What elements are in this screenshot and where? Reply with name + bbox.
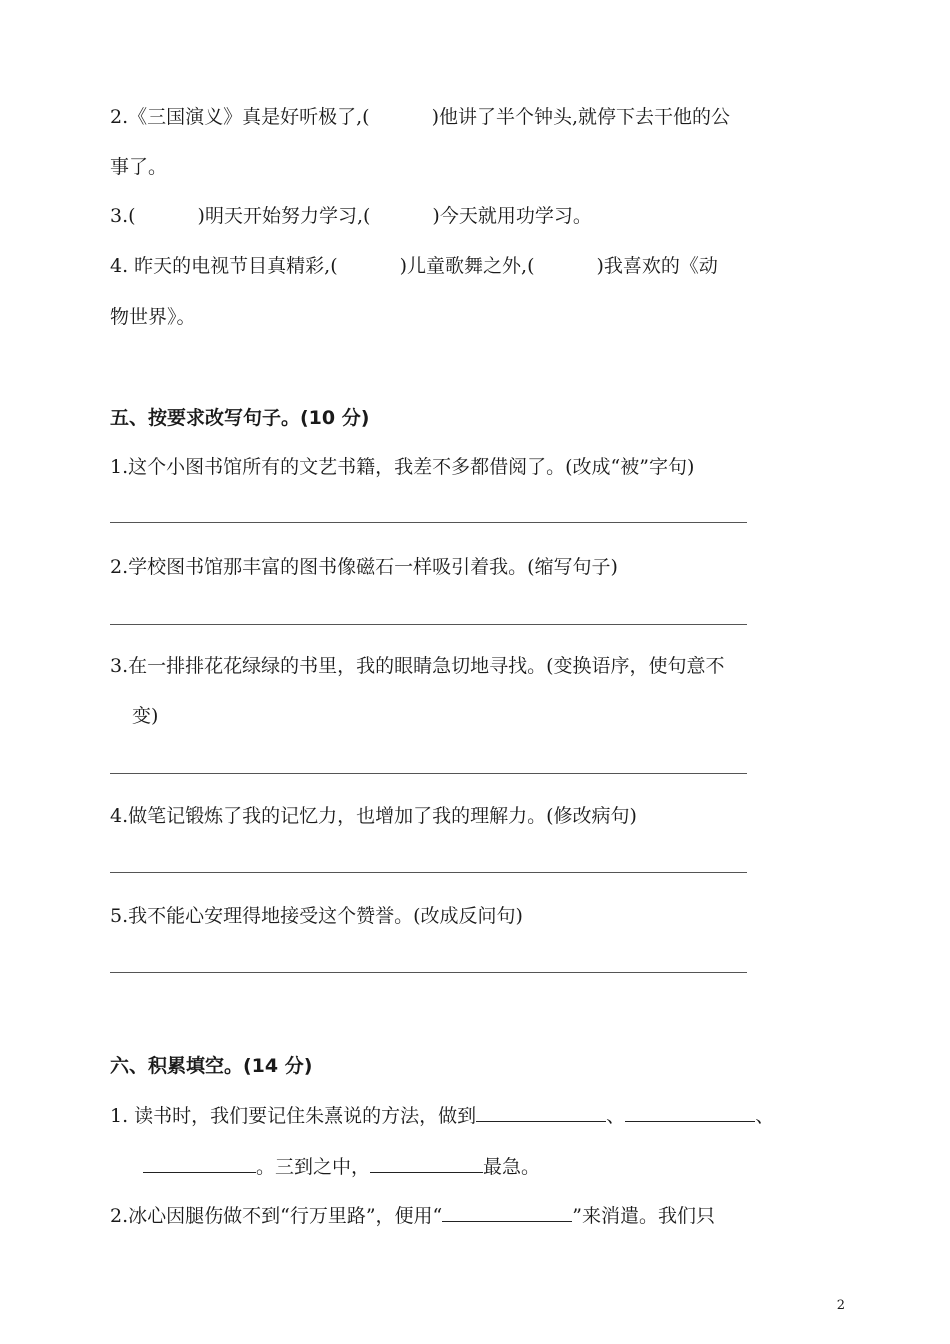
s6-q1-line2	[143, 1152, 540, 1181]
q4-2-line2: 事了。	[110, 156, 168, 178]
q4-3-text-c: )今天就用功学习。	[432, 205, 592, 227]
page-number: 2	[836, 1298, 845, 1313]
q4-2-line1	[110, 103, 730, 131]
q4-4-text-a: 4. 昨天的电视节目真精彩,(	[110, 255, 338, 277]
answer-line-3[interactable]	[110, 773, 747, 774]
fill-blank[interactable]	[476, 1101, 606, 1122]
answer-line-4[interactable]	[110, 872, 747, 873]
s6-q1-text-a: 1. 读书时，我们要记住朱熹说的方法，做到	[110, 1105, 477, 1127]
answer-line-2[interactable]	[110, 624, 747, 625]
s6-q1-line1	[110, 1101, 774, 1130]
s6-q2-line1	[110, 1201, 715, 1230]
s6-q1-text-e: 最急。	[483, 1156, 541, 1178]
q4-3-text-b: )明天开始努力学习,(	[197, 205, 371, 227]
answer-line-5[interactable]	[110, 972, 747, 973]
s5-item-4: 4.做笔记锻炼了我的记忆力，也增加了我的理解力。(修改病句)	[110, 805, 637, 827]
q4-2-text-a: 2.《三国演义》真是好听极了,(	[110, 106, 370, 128]
q4-4-line2: 物世界》。	[110, 306, 196, 328]
s5-item-1: 1.这个小图书馆所有的文艺书籍，我差不多都借阅了。(改成“被”字句)	[110, 456, 695, 478]
section6-title: 六、积累填空。(14 分)	[110, 1055, 313, 1077]
s5-item-5: 5.我不能心安理得地接受这个赞誉。(改成反问句)	[110, 905, 523, 927]
s6-q1-text-d: 。三到之中，	[256, 1156, 371, 1178]
fill-blank[interactable]	[625, 1101, 755, 1122]
q4-4-text-b: )儿童歌舞之外,(	[399, 255, 535, 277]
s5-item-3: 3.在一排排花花绿绿的书里，我的眼睛急切地寻找。(变换语序，使句意不	[110, 655, 725, 677]
section5-title: 五、按要求改写句子。(10 分)	[110, 407, 370, 429]
answer-line-1[interactable]	[110, 522, 747, 523]
s6-q2-text-a: 2.冰心因腿伤做不到“行万里路”，便用“	[110, 1205, 443, 1227]
s6-q2-text-b: ”来消遣。我们只	[572, 1205, 715, 1227]
s6-q1-sep-1: 、	[606, 1105, 626, 1127]
q4-2-text-b: )他讲了半个钟头,就停下去干他的公	[431, 106, 731, 128]
s5-item-2: 2.学校图书馆那丰富的图书像磁石一样吸引着我。(缩写句子)	[110, 556, 618, 578]
fill-blank[interactable]	[442, 1201, 572, 1222]
fill-blank[interactable]	[143, 1152, 256, 1173]
q4-4-line1	[110, 252, 718, 280]
s6-q1-sep-2: 、	[755, 1105, 775, 1127]
q4-3-text-a: 3.(	[110, 205, 136, 227]
q4-4-text-c: )我喜欢的《动	[596, 255, 718, 277]
s5-item-3-cont: 变)	[132, 705, 159, 727]
q4-3-line	[110, 202, 592, 230]
fill-blank[interactable]	[370, 1152, 483, 1173]
